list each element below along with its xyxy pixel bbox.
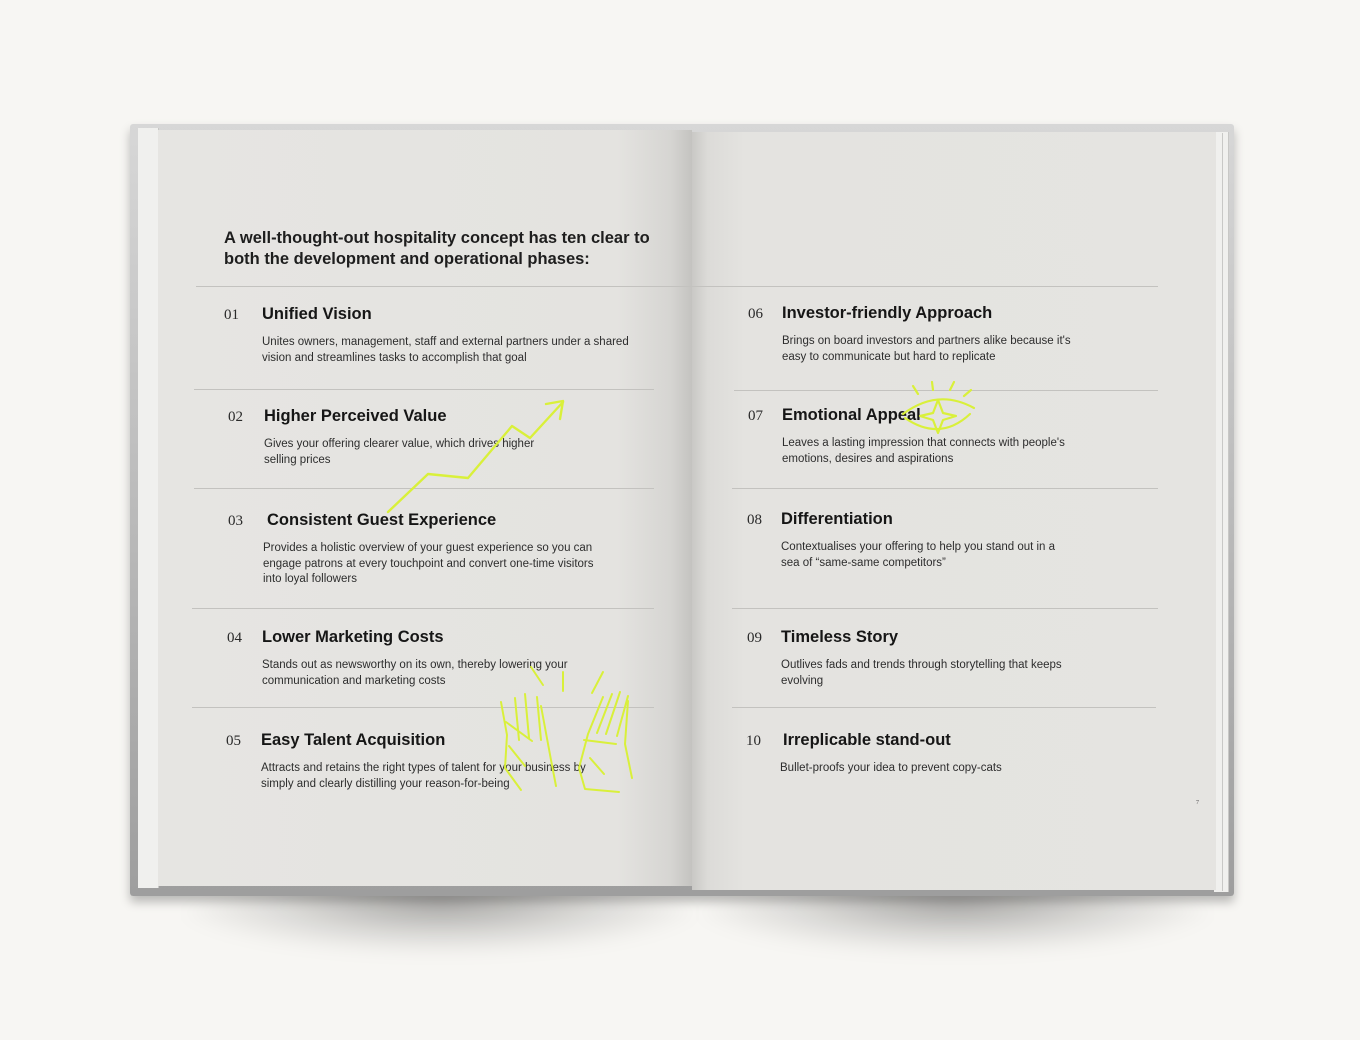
item-number: 05 xyxy=(226,733,241,749)
item-description: Unites owners, management, staff and external partners under a shared vision and streamlines tasks to accomplish that goal xyxy=(262,336,629,364)
item-description: Contextualises your offering to help you stand out in a sea of “same-same competitors” xyxy=(781,541,1056,569)
divider xyxy=(194,389,654,390)
divider xyxy=(192,608,654,609)
left-page xyxy=(158,130,692,886)
divider xyxy=(732,608,1158,609)
item-title: Higher Perceived Value xyxy=(264,407,447,425)
item-description: Stands out as newsworthy on its own, thereby lowering your communication and marketing costs xyxy=(262,659,568,687)
intro-heading: A well-thought-out hospitality concept has ten clear to both the development and operational phases: xyxy=(224,229,650,268)
right-page xyxy=(692,132,1216,890)
item-number: 03 xyxy=(228,513,243,529)
item-number: 09 xyxy=(747,630,762,646)
item-title: Emotional Appeal xyxy=(782,406,921,424)
divider xyxy=(692,286,1158,287)
item-number: 04 xyxy=(227,630,242,646)
divider xyxy=(192,707,654,708)
item-description: Leaves a lasting impression that connects with people's emotions, desires and aspirations xyxy=(782,437,1065,465)
item-title: Consistent Guest Experience xyxy=(267,511,497,529)
item-title: Unified Vision xyxy=(262,305,372,323)
item-title: Irreplicable stand-out xyxy=(783,731,951,749)
item-title: Easy Talent Acquisition xyxy=(261,731,446,749)
divider xyxy=(732,488,1158,489)
item-title: Timeless Story xyxy=(781,628,899,646)
item-title: Investor-friendly Approach xyxy=(782,304,993,322)
item-description: Bullet-proofs your idea to prevent copy-cats xyxy=(780,762,1002,774)
divider xyxy=(196,286,692,287)
item-number: 07 xyxy=(748,408,763,424)
divider xyxy=(734,390,1158,391)
page-number: 7 xyxy=(1196,800,1199,806)
item-number: 06 xyxy=(748,306,763,322)
item-number: 08 xyxy=(747,512,762,528)
divider xyxy=(732,707,1156,708)
item-title: Lower Marketing Costs xyxy=(262,628,444,646)
item-description: Attracts and retains the right types of talent for your business by simply and clearly distilling your reason-for-being xyxy=(261,762,586,790)
item-description: Brings on board investors and partners alike because it's easy to communicate but hard to replicate xyxy=(782,335,1071,363)
item-description: Gives your offering clearer value, which drives higher selling prices xyxy=(264,438,535,466)
item-number: 10 xyxy=(746,733,761,749)
divider xyxy=(194,488,654,489)
item-number: 01 xyxy=(224,307,239,323)
item-description: Outlives fads and trends through storytelling that keeps evolving xyxy=(781,659,1062,687)
item-title: Differentiation xyxy=(781,510,893,528)
item-number: 02 xyxy=(228,409,243,425)
item-description: Provides a holistic overview of your guest experience so you can engage patrons at every touchpoint and convert one-time visitors into loyal followers xyxy=(263,542,594,585)
